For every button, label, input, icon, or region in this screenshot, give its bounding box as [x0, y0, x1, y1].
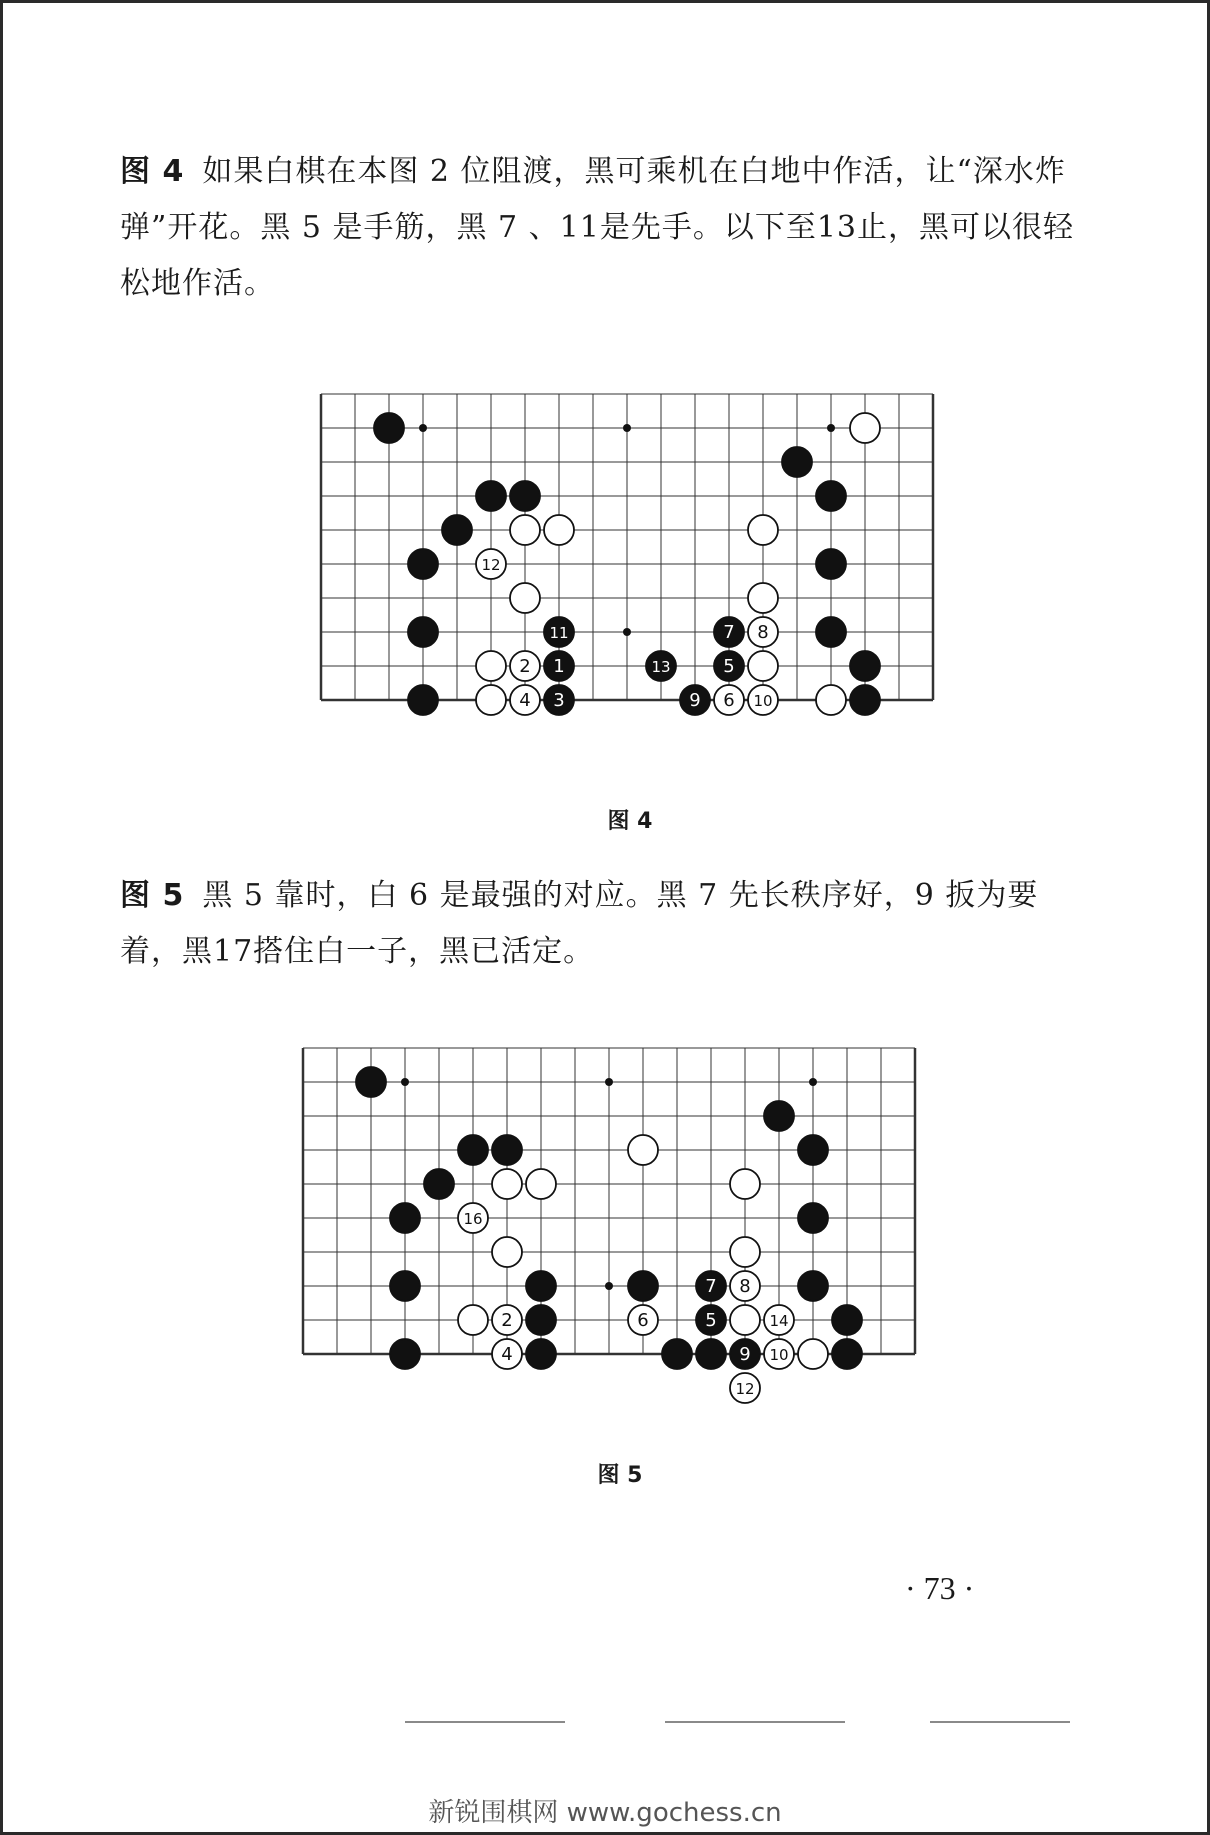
white-stone: [748, 583, 778, 613]
white-stone: [730, 1237, 760, 1267]
black-stone: [798, 1135, 828, 1165]
scan-line: [930, 1721, 1070, 1723]
black-stone: [850, 651, 880, 681]
black-stone: [492, 1135, 522, 1165]
figure-4-text: 如果白棋在本图 2 位阻渡，黑可乘机在白地中作活，让“深水炸弹”开花。黑 5 是手筋，黑 7 、11是先手。以下至13止，黑可以很轻松地作活。: [120, 154, 1075, 301]
black-stone: [798, 1271, 828, 1301]
black-stone: [816, 617, 846, 647]
white-stone: [748, 515, 778, 545]
star-point: [809, 1078, 817, 1086]
site-watermark: 新锐围棋网 www.gochess.cn: [428, 1798, 782, 1828]
move-number: 4: [519, 690, 531, 711]
black-stone: [390, 1271, 420, 1301]
move-number: 14: [769, 1312, 789, 1330]
board-svg: [297, 1042, 921, 1398]
black-stone: [798, 1203, 828, 1233]
paragraph-figure-4: [120, 144, 1080, 312]
go-diagram-figure-4: [315, 388, 939, 726]
move-number: 12: [481, 556, 501, 574]
move-number: 4: [501, 1344, 513, 1365]
board-svg: [315, 388, 939, 726]
figure-5-text: 黑 5 靠时，白 6 是最强的对应。黑 7 先长秩序好，9 扳为要着，黑17搭住白一子，黑已活定。: [120, 878, 1039, 969]
black-stone: [408, 617, 438, 647]
scan-line: [665, 1721, 845, 1723]
move-number: 9: [689, 690, 701, 711]
black-stone: [408, 549, 438, 579]
white-stone: [730, 1305, 760, 1335]
star-point: [623, 628, 631, 636]
move-number: 7: [705, 1276, 717, 1297]
white-stone: [510, 583, 540, 613]
black-stone: [424, 1169, 454, 1199]
star-point: [623, 424, 631, 432]
move-number: 2: [501, 1310, 513, 1331]
move-number: 6: [723, 690, 735, 711]
move-number: 1: [553, 656, 565, 677]
move-number: 2: [519, 656, 531, 677]
move-number: 12: [735, 1380, 755, 1398]
figure-4-caption: 图 4: [607, 809, 653, 834]
star-point: [419, 424, 427, 432]
white-stone: [748, 651, 778, 681]
black-stone: [662, 1339, 692, 1369]
black-stone: [850, 685, 880, 715]
white-stone: [628, 1135, 658, 1165]
white-stone: [510, 515, 540, 545]
move-number: 8: [739, 1276, 751, 1297]
move-number: 6: [637, 1310, 649, 1331]
move-number: 5: [723, 656, 735, 677]
white-stone: [492, 1237, 522, 1267]
black-stone: [832, 1305, 862, 1335]
figure-5-caption: 图 5: [597, 1463, 643, 1488]
go-diagram-figure-5: [297, 1042, 921, 1398]
black-stone: [832, 1339, 862, 1369]
black-stone: [374, 413, 404, 443]
black-stone: [628, 1271, 658, 1301]
black-stone: [458, 1135, 488, 1165]
black-stone: [764, 1101, 794, 1131]
black-stone: [408, 685, 438, 715]
move-number: 11: [549, 624, 569, 642]
move-number: 9: [739, 1344, 751, 1365]
star-point: [605, 1078, 613, 1086]
page-number: · 73 ·: [905, 1570, 975, 1606]
white-stone: [476, 651, 506, 681]
move-number: 3: [553, 690, 565, 711]
star-point: [401, 1078, 409, 1086]
white-stone: [798, 1339, 828, 1369]
black-stone: [526, 1271, 556, 1301]
black-stone: [390, 1339, 420, 1369]
star-point: [827, 424, 835, 432]
move-number: 16: [463, 1210, 483, 1228]
black-stone: [526, 1305, 556, 1335]
black-stone: [526, 1339, 556, 1369]
move-number: 10: [769, 1346, 789, 1364]
white-stone: [544, 515, 574, 545]
black-stone: [476, 481, 506, 511]
black-stone: [390, 1203, 420, 1233]
white-stone: [492, 1169, 522, 1199]
white-stone: [458, 1305, 488, 1335]
figure-5-label: 图 5: [120, 878, 185, 913]
star-point: [605, 1282, 613, 1290]
black-stone: [696, 1339, 726, 1369]
move-number: 8: [757, 622, 769, 643]
figure-4-label: 图 4: [120, 154, 185, 189]
move-number: 13: [651, 658, 671, 676]
black-stone: [510, 481, 540, 511]
paragraph-figure-5: [120, 868, 1080, 980]
white-stone: [730, 1169, 760, 1199]
scan-line: [405, 1721, 565, 1723]
black-stone: [816, 481, 846, 511]
black-stone: [782, 447, 812, 477]
black-stone: [442, 515, 472, 545]
white-stone: [526, 1169, 556, 1199]
move-number: 7: [723, 622, 735, 643]
white-stone: [816, 685, 846, 715]
black-stone: [816, 549, 846, 579]
black-stone: [356, 1067, 386, 1097]
white-stone: [850, 413, 880, 443]
white-stone: [476, 685, 506, 715]
move-number: 5: [705, 1310, 717, 1331]
move-number: 10: [753, 692, 773, 710]
